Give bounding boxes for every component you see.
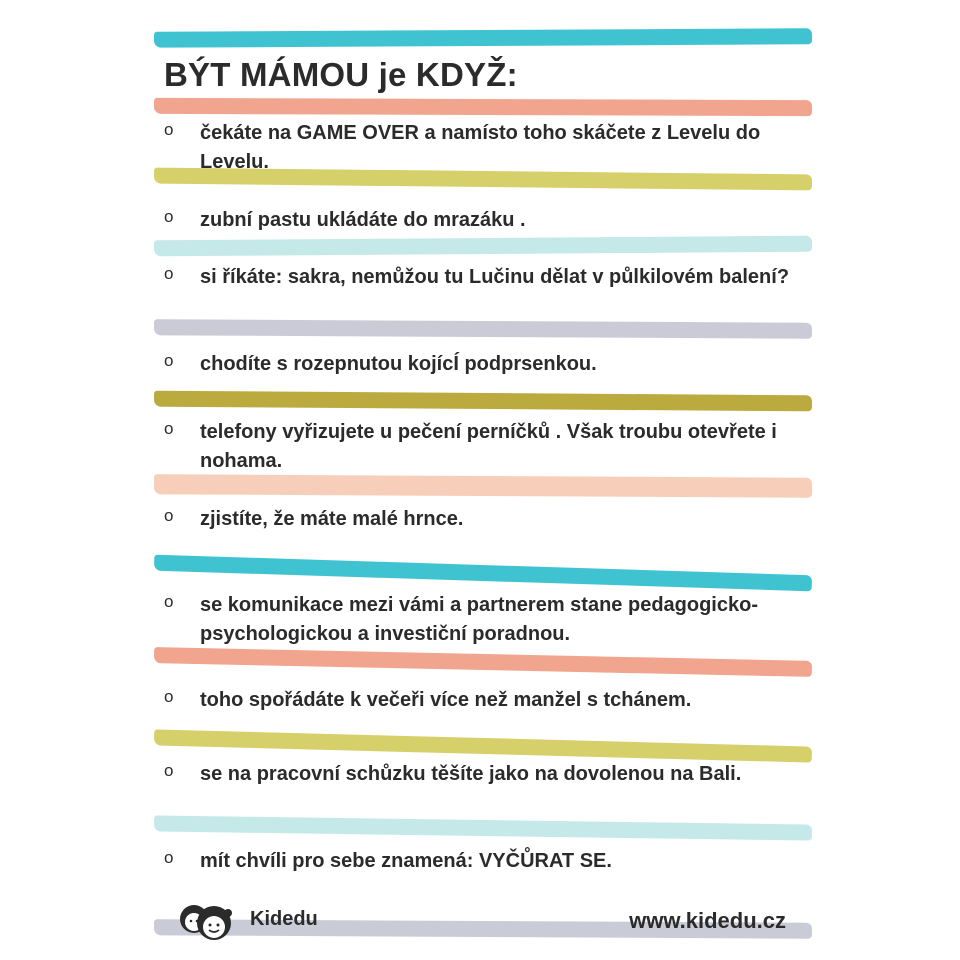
bullet-icon: o [164,419,174,438]
stripe-salmon-2 [154,647,812,677]
list-item-text: se na pracovní schůzku těšíte jako na dovolenou na Bali. [200,763,742,785]
website-url[interactable]: www.kidedu.cz [629,908,786,933]
stripe-lightblue-1 [154,236,812,257]
bullet-icon: o [164,687,174,706]
stripe-lightblue-2 [154,815,812,840]
list-item-text: mít chvíli pro sebe znamená: VYČŮRAT SE. [200,850,612,872]
list-item-text: chodíte s rozepnutou kojícÍ podprsenkou. [200,353,597,375]
bullet-icon: o [164,120,174,139]
list-item-text: se komunikace mezi vámi a partnerem stane pedagogicko-psychologickou a investiční poradnou. [200,594,758,645]
list-item-text: toho spořádáte k večeři více než manžel s tchánem. [200,689,692,711]
list-item-text: telefony vyřizujete u pečení perníčků . Však troubu otevřete i nohama. [200,421,777,472]
list-item-text: zubní pastu ukládáte do mrazáku . [200,209,526,231]
bullet-icon: o [164,351,174,370]
bullet-icon: o [164,848,174,867]
brand-name: Kidedu [250,908,318,930]
stripe-darkolive [154,391,812,412]
stripe-olive-2 [154,729,812,762]
bullet-icon: o [164,592,174,611]
list-item-text: si říkáte: sakra, nemůžou tu Lučinu dělat v půlkilovém balení? [200,266,790,288]
bullet-icon: o [164,761,174,780]
stripe-peach [154,474,812,497]
stripe-teal-2 [154,555,812,592]
bullet-icon: o [164,506,174,525]
bullet-icon: o [164,264,174,283]
bullet-icon: o [164,207,174,226]
list-item-text: čekáte na GAME OVER a namísto toho skáčete z Levelu do Levelu. [200,122,761,173]
page-title: BÝT MÁMOU je KDYŽ: [164,56,518,93]
stripe-gray-1 [154,319,812,338]
stripe-teal-top [154,28,812,47]
list-item-text: zjistíte, že máte malé hrnce. [200,508,464,530]
stripe-salmon-1 [154,98,812,116]
